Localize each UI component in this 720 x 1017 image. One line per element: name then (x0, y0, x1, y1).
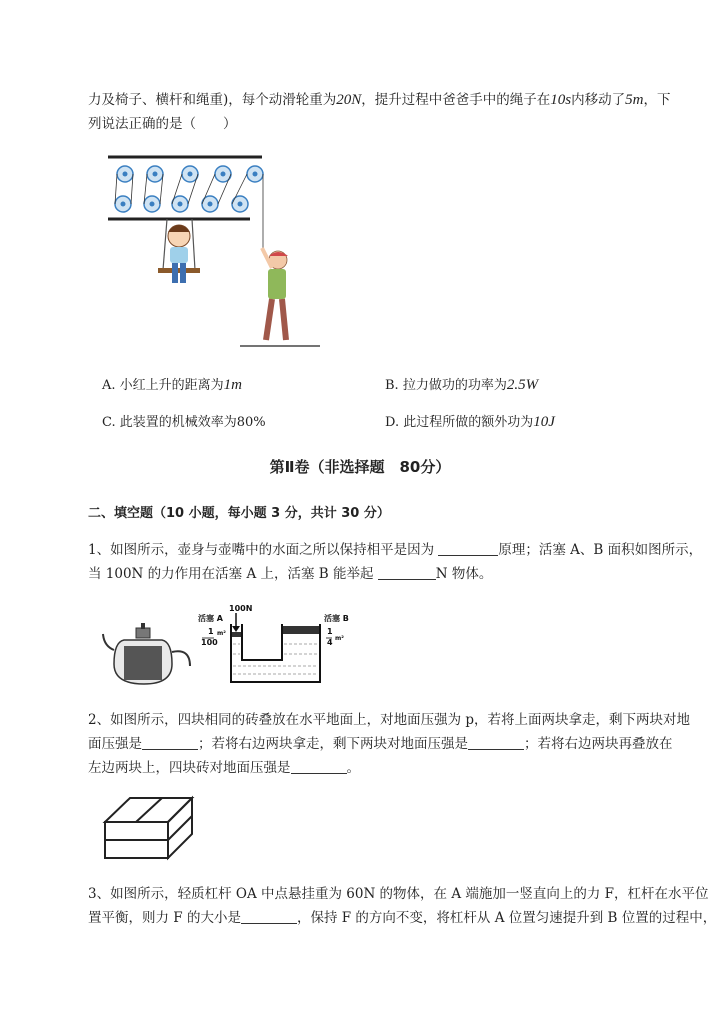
pulley-swing-figure (100, 148, 330, 353)
text-fragment: 面压强是 (88, 736, 142, 752)
text-fragment: 置平衡，则力 F 的大小是 (88, 910, 241, 926)
part-title: 二、填空题（10 小题，每小题 3 分，共计 30 分） (88, 506, 390, 521)
option-d-value: 10J (533, 414, 555, 430)
question-1-line-1 (88, 540, 702, 560)
question-text-line: 列说法正确的是（ ） (88, 116, 237, 132)
text-fragment: 原理；活塞 A、B 面积如图所示， (498, 542, 703, 558)
text-fragment: N 物体。 (435, 566, 493, 582)
option-b[interactable] (385, 374, 538, 394)
value-time: 10s (550, 92, 572, 108)
text-fragment: 当 100N 的力作用在活塞 A 上，活塞 B 能举起 (88, 566, 374, 582)
question-text-line (88, 90, 670, 110)
piston-b-unit: m² (335, 635, 344, 642)
question-2-line-1: 2、如图所示，四块相同的砖叠放在水平地面上，对地面压强为 p，若将上面两块拿走，剩下两块对地 (88, 712, 691, 728)
text-fragment: 力及椅子、横杆和绳重)，每个动滑轮重为 (88, 92, 337, 108)
answer-blank[interactable] (142, 735, 198, 750)
option-a[interactable] (102, 374, 242, 394)
text-fragment: ；若将右边两块再叠放在 (524, 736, 673, 752)
option-d[interactable] (385, 411, 555, 431)
question-2-line-3 (88, 758, 360, 778)
answer-blank[interactable] (241, 909, 297, 924)
hydraulic-press-figure (196, 604, 356, 686)
option-c[interactable] (102, 411, 266, 430)
text-fragment: 。 (346, 760, 360, 776)
teapot-figure (102, 622, 194, 688)
option-b-label: B. 拉力做功的功率为 (385, 378, 507, 393)
piston-b-label: 活塞 B (324, 614, 349, 623)
piston-a-unit: m² (217, 630, 226, 637)
bricks-figure (100, 794, 200, 864)
text-fragment: 1、如图所示，壶身与壶嘴中的水面之所以保持相平是因为 (88, 542, 435, 558)
piston-b-frac-num: 1 (327, 627, 333, 636)
text-fragment: 内移动了 (571, 92, 626, 108)
text-fragment: ，保持 F 的方向不变，将杠杆从 A 位置匀速提升到 B 位置的过程中， (296, 910, 717, 926)
question-2-line-2 (88, 734, 673, 754)
value-distance: 5m (625, 92, 644, 108)
force-label: 100N (229, 604, 253, 613)
question-3-line-2 (88, 908, 716, 928)
question-3-line-1: 3、如图所示，轻质杠杆 OA 中点悬挂重为 60N 的物体，在 A 端施加一竖直向上的力 F，杠杆在水平位 (88, 886, 709, 902)
answer-blank[interactable] (291, 759, 347, 774)
piston-b-frac-den: 4 (327, 638, 333, 647)
option-c-label: C. 此装置的机械效率为 (102, 415, 237, 430)
answer-blank[interactable] (378, 565, 436, 580)
option-a-value: 1m (223, 377, 242, 393)
text-fragment: ，提升过程中爸爸手中的绳子在 (361, 92, 551, 108)
answer-blank[interactable] (468, 735, 524, 750)
text-fragment: ；若将右边两块拿走，剩下两块对地面压强是 (198, 736, 468, 752)
option-a-label: A. 小红上升的距离为 (102, 378, 224, 393)
option-b-value: 2.5W (506, 377, 539, 393)
section-title: 第Ⅱ卷（非选择题 80分） (269, 458, 451, 476)
piston-a-label: 活塞 A (198, 614, 223, 623)
option-c-value: 80% (236, 415, 266, 430)
piston-a-frac-den: 100 (201, 638, 218, 647)
text-fragment: 左边两块上，四块砖对地面压强是 (88, 760, 291, 776)
piston-a-frac-num: 1 (208, 627, 214, 636)
text-fragment: ，下 (643, 92, 671, 108)
option-d-label: D. 此过程所做的额外功为 (385, 415, 534, 430)
question-1-line-2 (88, 564, 492, 584)
answer-blank[interactable] (438, 541, 498, 556)
value-weight: 20N (336, 92, 362, 108)
